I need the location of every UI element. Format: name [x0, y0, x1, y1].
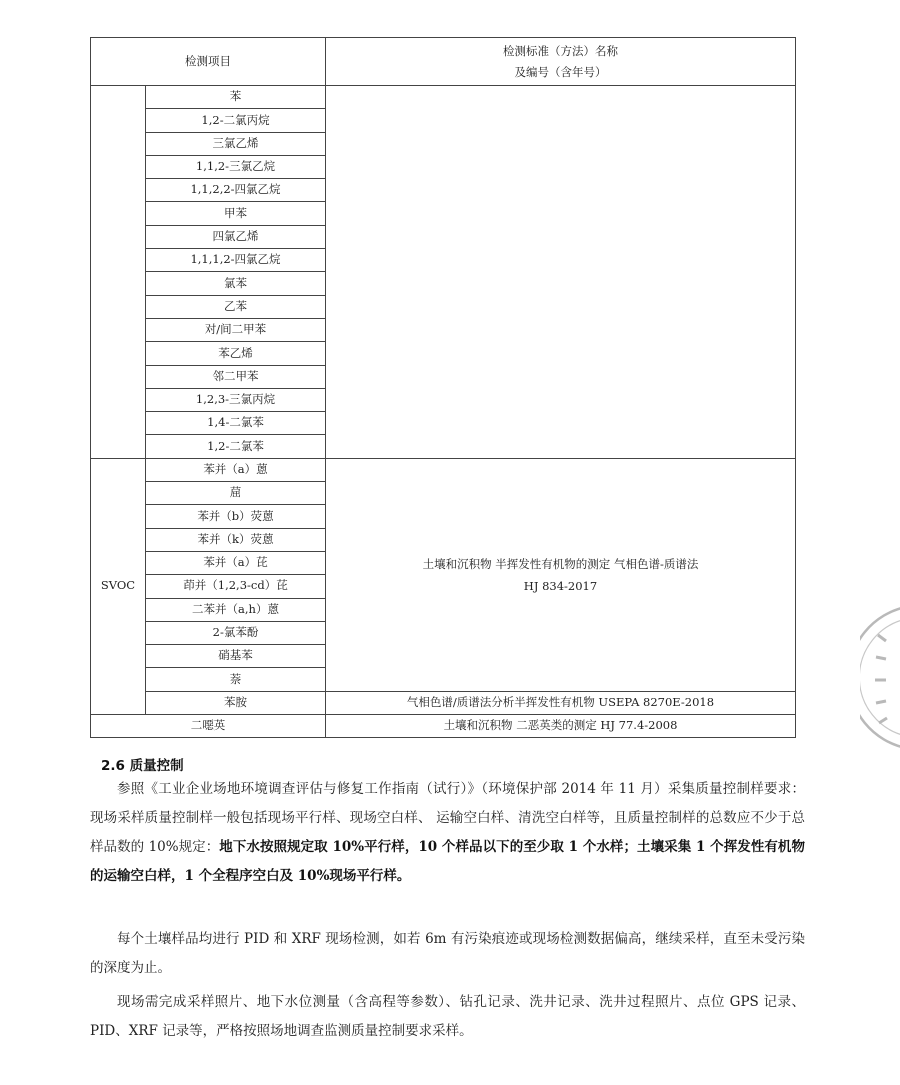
voc-item-cell: 乙苯	[146, 295, 326, 318]
table-row	[91, 86, 796, 109]
header-standard-line1: 检测标准（方法）名称	[503, 43, 618, 58]
header-standard	[326, 38, 796, 86]
svoc-item-cell: 䓛	[146, 482, 326, 505]
aniline-item-cell: 苯胺	[146, 691, 326, 714]
section-title: 2.6 质量控制	[101, 758, 184, 774]
svoc-item-cell: 茚并（1,2,3-cd）芘	[146, 575, 326, 598]
voc-item-cell: 邻二甲苯	[146, 365, 326, 388]
voc-item-cell: 四氯乙烯	[146, 225, 326, 248]
voc-item-cell: 1,2-二氯苯	[146, 435, 326, 458]
voc-item-cell: 1,2,3-三氯丙烷	[146, 388, 326, 411]
header-item: 检测项目	[91, 38, 326, 86]
svoc-method-line1: 土壤和沉积物 半挥发性有机物的测定 气相色谱-质谱法	[422, 556, 699, 571]
paragraph-field-testing: 每个土壤样品均进行 PID 和 XRF 现场检测，如若 6m 有污染痕迹或现场检测数据偏高，继续采样，直至未受污染的深度为止。	[90, 931, 805, 976]
svoc-item-cell: 苯并（k）荧蒽	[146, 528, 326, 551]
paragraph-field-records: 现场需完成采样照片、地下水位测量（含高程等参数）、钻孔记录、洗井记录、洗井过程照片、点位 GPS 记录、PID、XRF 记录等，严格按照场地调查监测质量控制要求采样。	[90, 994, 805, 1039]
paragraph-quality-control	[90, 775, 805, 891]
paragraph-bold-text: 地下水按照规定取 10%平行样，10 个样品以下的至少取 1 个水样；土壤采集 1 个挥发性有机物的运输空白样，1 个全程序空白及 10%现场平行样。	[90, 839, 805, 884]
voc-item-cell: 甲苯	[146, 202, 326, 225]
table-row	[91, 458, 796, 481]
voc-item-cell: 1,1,1,2-四氯乙烷	[146, 249, 326, 272]
svoc-item-cell: 萘	[146, 668, 326, 691]
svoc-category-cell: SVOC	[91, 458, 146, 714]
voc-item-cell: 氯苯	[146, 272, 326, 295]
voc-item-cell: 苯	[146, 86, 326, 109]
voc-item-cell: 苯乙烯	[146, 342, 326, 365]
svoc-item-cell: 硝基苯	[146, 645, 326, 668]
voc-item-cell: 三氯乙烯	[146, 132, 326, 155]
svoc-item-cell: 2-氯苯酚	[146, 621, 326, 644]
voc-item-cell: 1,4-二氯苯	[146, 412, 326, 435]
svoc-item-cell: 苯并（a）蒽	[146, 458, 326, 481]
voc-method-cell	[326, 86, 796, 459]
voc-item-cell: 对/间二甲苯	[146, 318, 326, 341]
dioxin-item-cell: 二噁英	[91, 715, 326, 738]
dioxin-method-cell: 土壤和沉积物 二恶英类的测定 HJ 77.4-2008	[326, 715, 796, 738]
svoc-method-cell	[326, 458, 796, 691]
svoc-item-cell: 苯并（a）芘	[146, 551, 326, 574]
table-row	[91, 715, 796, 738]
header-standard-line2: 及编号（含年号）	[514, 64, 607, 79]
aniline-method-cell: 气相色谱/质谱法分析半挥发性有机物 USEPA 8270E-2018	[326, 691, 796, 714]
voc-category-cell	[91, 86, 146, 459]
standards-table	[90, 37, 796, 738]
voc-item-cell: 1,1,2,2-四氯乙烷	[146, 179, 326, 202]
partial-seal-stamp	[860, 605, 900, 750]
table-header-row	[91, 38, 796, 86]
voc-item-cell: 1,1,2-三氯乙烷	[146, 155, 326, 178]
table-row	[91, 691, 796, 714]
voc-item-cell: 1,2-二氯丙烷	[146, 109, 326, 132]
svoc-item-cell: 苯并（b）荧蒽	[146, 505, 326, 528]
paragraph-text: 参照《工业企业场地环境调查评估与修复工作指南（试行）》（环境保护部 2014 年 11 月）采集质量控制样要求：现场采样质量控制样一般包括现场平行样、现场空白样、 运输空白样、清洗空白样等，且质量控制样的总数应不少于总样品数的 10%规定：	[90, 781, 805, 855]
svoc-method-line2: HJ 834-2017	[523, 578, 598, 593]
svoc-item-cell: 二苯并（a,h）蒽	[146, 598, 326, 621]
